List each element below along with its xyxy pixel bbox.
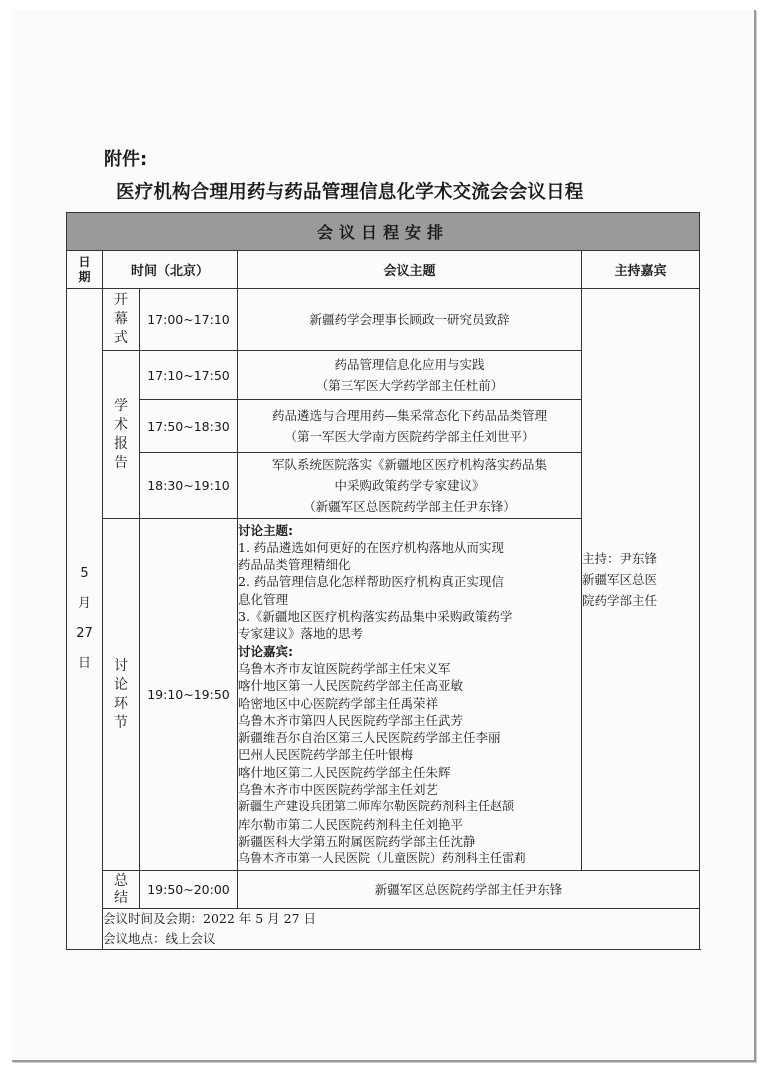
date-cell: 5 月 27 日 [67,289,103,950]
schedule-banner: 会议日程安排 [67,213,700,251]
discussion-topic-line: 药品品类管理精细化 [238,557,351,573]
time-report-1: 17:10~17:50 [140,351,238,400]
discussion-topic-line: 专家建议》落地的思考 [238,626,364,642]
topic-report-2: 药品遴选与合理用药—集采常态化下药品品类管理 （第一军医大学南方医院药学部主任刘世平） [238,400,582,453]
discussion-topic-line: 1. 药品遴选如何更好的在医疗机构落地从而实现 [238,539,504,555]
time-opening: 17:00~17:10 [140,289,238,351]
header-host: 主持嘉宾 [582,251,700,289]
guest-line: 哈密地区中心医院药学部主任禹荣祥 [238,695,439,711]
discussion-guests-heading: 讨论嘉宾: [238,643,293,659]
discussion-content [238,519,582,871]
topic-report-1: 药品管理信息化应用与实践 （第三军医大学药学部主任杜前） [238,351,582,400]
header-time: 时间（北京） [103,251,238,289]
section-label-closing: 总 结 [103,871,140,909]
discussion-topic-line: 息化管理 [238,591,289,607]
guest-line: 乌鲁木齐市友谊医院药学部主任宋义军 [238,660,451,676]
guest-line: 新疆维吾尔自治区第三人民医院药学部主任李丽 [238,730,501,746]
attachment-label: 附件: [104,149,148,170]
time-report-2: 17:50~18:30 [140,400,238,453]
guest-line: 乌鲁木齐市第一人民医院（儿童医院）药剂科主任雷莉 [238,851,527,866]
meeting-date-line: 会议时间及会期：2022 年 5 月 27 日 [103,911,317,926]
discussion-topics-heading: 讨论主题: [238,522,293,538]
discussion-topic-line: 2. 药品管理信息化怎样帮助医疗机构真正实现信 [238,574,504,590]
discussion-topic-line: 3.《新疆地区医疗机构落实药品集中采购政策药学 [238,609,513,625]
header-date: 日 期 [67,251,103,289]
guest-line: 喀什地区第二人民医院药学部主任朱辉 [238,764,451,780]
section-label-opening: 开 幕 式 [103,289,140,351]
time-discussion: 19:10~19:50 [140,519,238,871]
header-topic: 会议主题 [238,251,582,289]
guest-line: 新疆生产建设兵团第二师库尔勒医院药剂科主任赵颉 [238,799,515,814]
schedule-table [66,212,700,950]
guest-line: 乌鲁木齐市第四人民医院药学部主任武芳 [238,712,464,728]
guest-line: 喀什地区第一人民医院药学部主任高亚敏 [238,678,464,694]
time-report-3: 18:30~19:10 [140,453,238,519]
section-label-academic: 学 术 报 告 [103,351,140,519]
meeting-info [103,909,700,950]
guest-line: 乌鲁木齐市中医医院药学部主任刘艺 [238,781,439,797]
guest-line: 新疆医科大学第五附属医院药学部主任沈静 [238,833,476,849]
topic-report-3: 军队系统医院落实《新疆地区医疗机构落实药品集 中采购政策药学专家建议》 （新疆军区总医院药学部主任尹东锋） [238,453,582,519]
section-label-discussion: 讨 论 环 节 [103,519,140,871]
topic-opening: 新疆药学会理事长顾政一研究员致辞 [238,289,582,351]
guest-line: 巴州人民医院药学部主任叶银梅 [238,747,414,763]
guest-line: 库尔勒市第二人民医院药剂科主任刘艳平 [238,816,464,832]
meeting-place-line: 会议地点：线上会议 [103,931,216,946]
time-closing: 19:50~20:00 [140,871,238,909]
host-cell: 主持：尹东锋 新疆军区总医 院药学部主任 [582,289,700,871]
document-title: 医疗机构合理用药与药品管理信息化学术交流会会议日程 [116,182,584,203]
topic-closing: 新疆军区总医院药学部主任尹东锋 [238,871,700,909]
